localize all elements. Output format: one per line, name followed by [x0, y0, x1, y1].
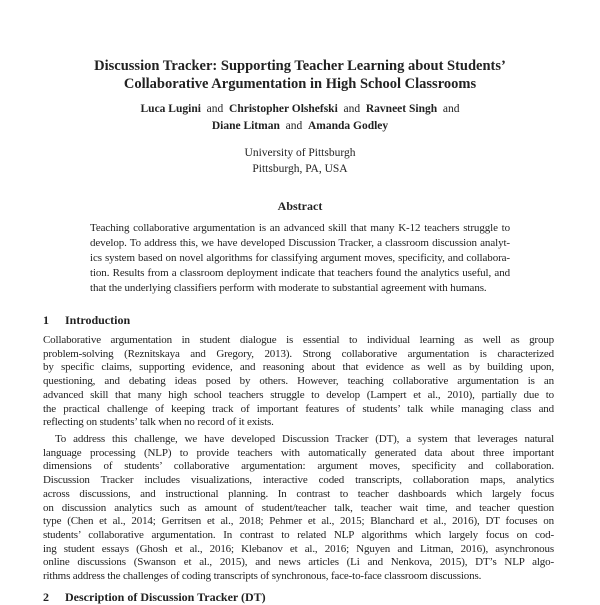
text-line: ics system based on novel algorithms for classifying argument moves, specificity, and collabora- — [90, 252, 510, 264]
text-line: problem-solving (Reznitskaya and Gregory, 2013). Strong collaborative argumentation is characterized — [43, 347, 554, 360]
and: and — [206, 103, 224, 115]
paper-title-line-2: Collaborative Argumentation in High School Classrooms — [123, 76, 477, 92]
text-line: that the underlying classifiers perform with moderate to substantial agreement with humans. — [90, 282, 487, 294]
text-line: Collaborative argumentation in student dialogue is essential to individual learning as well as group — [43, 334, 554, 346]
and: and — [343, 103, 361, 115]
text-line: students’ collaborative argumentation. In contrast to related NLP algorithms which largely focus on cod- — [43, 528, 554, 541]
text-line: language processing (NLP) to provide teachers with automatically generated data about three important — [43, 446, 554, 459]
authors-line-1 — [0, 103, 600, 115]
authors-line-2 — [0, 120, 600, 132]
text-line: reflecting on students’ talk when no record of it exists. — [43, 416, 274, 429]
text-line: To address this challenge, we have developed Discussion Tracker (DT), a system that leverages natural — [55, 433, 554, 445]
text-line: advanced skill that many high school teachers struggle to develop (Lampert et al., 2010), partially due to — [43, 388, 554, 401]
author: Christopher Olshefski — [229, 103, 338, 115]
author: Ravneet Singh — [365, 103, 438, 115]
section-heading-introduction — [43, 313, 146, 328]
text-line: Teaching collaborative argumentation is an advanced skill that many K-12 teachers struggle to — [90, 222, 510, 234]
paper-title-line-1: Discussion Tracker: Supporting Teacher Learning about Students’ — [94, 58, 506, 74]
and: and — [285, 120, 303, 132]
text-line: online discussions (Swanson et al., 2015), and news articles (Li and Nenkova, 2015), DT’s NLP algo- — [43, 556, 554, 569]
text-line: Discussion Tracker includes visualizations, interactive coded transcripts, collaboration maps, analytics — [43, 474, 554, 487]
author: Amanda Godley — [307, 120, 389, 132]
text-line: by specific claims, supporting evidence, and reasoning about that evidence as well as by building upon, — [43, 361, 554, 374]
text-line: the practical challenge of keeping track of important features of students’ talk while managing class and — [43, 402, 554, 415]
abstract-heading: Abstract — [277, 199, 323, 213]
section-number: 1 — [43, 313, 49, 327]
text-line: tion. Results from a classroom deployment indicate that teachers found the analytics useful, and — [90, 267, 510, 279]
section-number: 2 — [43, 590, 49, 604]
affiliation-institution: University of Pittsburgh — [244, 147, 356, 159]
text-line: on discussion analytics such as amount of student/teacher talk, teacher wait time, and teacher question — [43, 501, 554, 514]
author: Diane Litman — [211, 120, 280, 132]
and: and — [442, 103, 460, 115]
text-line: rithms address the challenges of coding transcripts of synchronous, face-to-face classroom discussions. — [43, 570, 482, 582]
text-line: ing student essays (Ghosh et al., 2016; Klebanov et al., 2016; Nguyen and Litman, 2016), asynchronous — [43, 542, 554, 555]
text-line: across discussions, and instructional planning. In contrast to teacher dashboards which largely focus — [43, 487, 554, 500]
text-line: develop. To address this, we have developed Discussion Tracker, a classroom discussion analyt- — [90, 237, 510, 249]
text-line: questioning, and debating ideas posed by others. However, teaching collaborative argumentation is an — [43, 375, 554, 388]
author: Luca Lugini — [140, 103, 201, 115]
affiliation-location: Pittsburgh, PA, USA — [252, 163, 348, 175]
section-title: Description of Discussion Tracker (DT) — [65, 590, 266, 604]
text-line: type (Chen et al., 2014; Gerritsen et al., 2018; Pehmer et al., 2015; Blanchard et al., 2016), DT focuses on — [43, 515, 554, 528]
text-line: dimensions of students’ collaborative argumentation: argument moves, specificity and collaboration. — [43, 460, 554, 473]
section-title: Introduction — [65, 313, 131, 327]
section-heading-description — [43, 590, 282, 605]
